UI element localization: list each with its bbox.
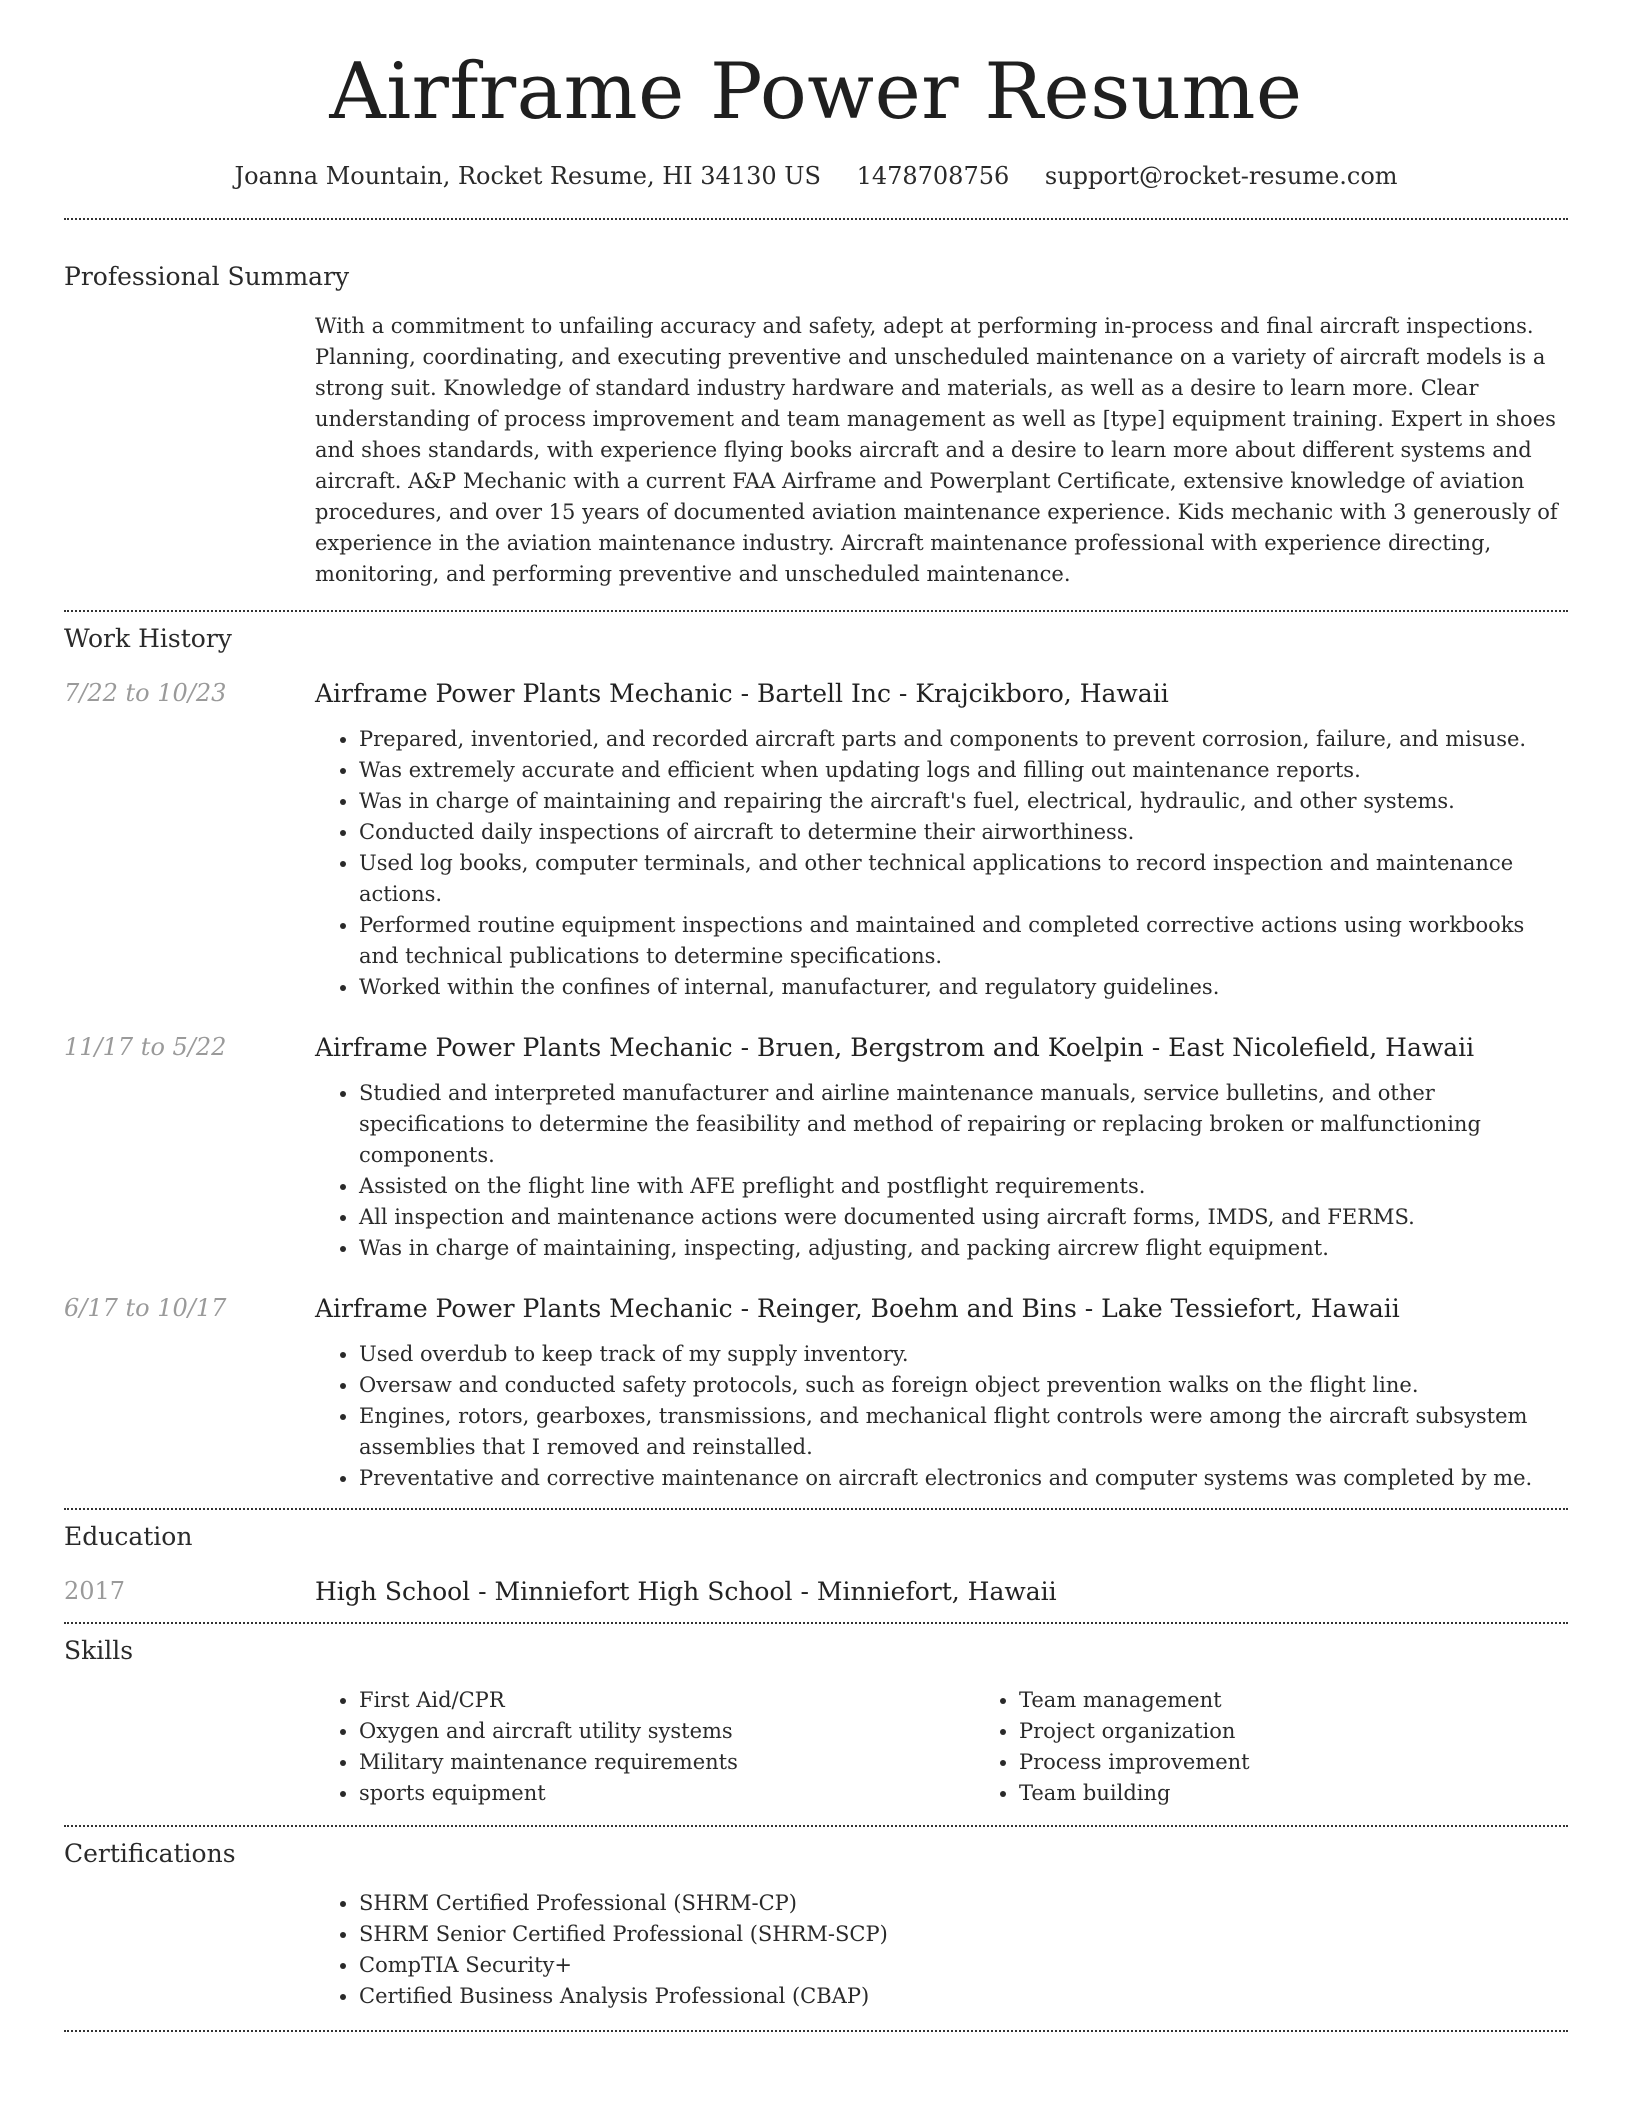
contact-email: support@rocket-resume.com xyxy=(1044,161,1398,190)
job-bullet: • Studied and interpreted manufacturer and airline maintenance manuals, service bulletins, and other specifications to determine the feasibility and method of repairing or replacing broken or malfunctioning components. xyxy=(359,1078,1568,1171)
skill-item: • Team management xyxy=(1019,1685,1632,1716)
skill-item: • Process improvement xyxy=(1019,1747,1632,1778)
certifications-list xyxy=(315,1888,1568,2012)
job-bullets xyxy=(315,1339,1568,1494)
resume-name: Airframe Power Resume xyxy=(329,47,1303,137)
skills-list xyxy=(315,1685,1632,1809)
certifications-title: Certifications xyxy=(64,1838,236,1868)
job-dates: 11/17 to 5/22 xyxy=(64,1032,227,1061)
divider xyxy=(64,218,1568,220)
job-bullet: • Worked within the confines of internal, manufacturer, and regulatory guidelines. xyxy=(359,972,1568,1003)
job-entry xyxy=(64,1033,1568,1264)
work-history-section xyxy=(64,624,1568,1494)
education-heading: High School - Minniefort High School - Minniefort, Hawaii xyxy=(315,1576,1057,1606)
job-bullet: • Conducted daily inspections of aircraft to determine their airworthiness. xyxy=(359,817,1568,848)
divider xyxy=(64,610,1568,612)
certification-item: • SHRM Certified Professional (SHRM-CP) xyxy=(359,1888,1568,1919)
job-bullets xyxy=(315,1078,1568,1264)
job-bullet: • Oversaw and conducted safety protocols, such as foreign object prevention walks on the flight line. xyxy=(359,1370,1568,1401)
job-entry xyxy=(64,1294,1568,1494)
skills-title: Skills xyxy=(64,1635,134,1665)
resume-header xyxy=(64,0,1568,190)
summary-text: With a commitment to unfailing accuracy and safety, adept at performing in-process and final aircraft inspections. Planning, coordinating, and executing preventive and unscheduled maintenance on a variety of aircraft models is a strong suit. Knowledge of standard industry hardware and materials, as well as a desire to learn more. Clear understanding of process improvement and team management as well as [type] equipment training. Expert in shoes and shoes standards, with experience flying books aircraft and a desire to learn more about different systems and aircraft. A&P Mechanic with a current FAA Airframe and Powerplant Certificate, extensive knowledge of aviation procedures, and over 15 years of documented aviation maintenance experience. Kids mechanic with 3 generously of experience in the aviation maintenance industry. Aircraft maintenance professional with experience directing, monitoring, and performing preventive and unscheduled maintenance. xyxy=(315,313,1558,586)
skills-column-right xyxy=(975,1685,1632,1809)
job-bullet: • All inspection and maintenance actions were documented using aircraft forms, IMDS, and FERMS. xyxy=(359,1202,1568,1233)
job-dates: 6/17 to 10/17 xyxy=(64,1293,227,1322)
job-bullet: • Prepared, inventoried, and recorded aircraft parts and components to prevent corrosion, failure, and misuse. xyxy=(359,724,1568,755)
divider xyxy=(64,1825,1568,1827)
skill-item: • Military maintenance requirements xyxy=(359,1747,975,1778)
job-bullet: • Assisted on the flight line with AFE preflight and postflight requirements. xyxy=(359,1171,1568,1202)
skills-section xyxy=(64,1636,1568,1809)
certification-item: • CompTIA Security+ xyxy=(359,1950,1568,1981)
skill-item: • Team building xyxy=(1019,1778,1632,1809)
certification-item: • SHRM Senior Certified Professional (SHRM-SCP) xyxy=(359,1919,1568,1950)
skills-column-left xyxy=(315,1685,975,1809)
divider xyxy=(64,2030,1568,2032)
job-heading: Airframe Power Plants Mechanic - Reinger, Boehm and Bins - Lake Tessiefort, Hawaii xyxy=(315,1293,1400,1323)
summary-section xyxy=(64,262,1568,590)
job-bullets xyxy=(315,724,1568,1003)
education-title: Education xyxy=(64,1521,193,1551)
divider xyxy=(64,1508,1568,1510)
divider xyxy=(64,1622,1568,1624)
job-bullet: • Was in charge of maintaining and repairing the aircraft's fuel, electrical, hydraulic, and other systems. xyxy=(359,786,1568,817)
contact-phone: 1478708756 xyxy=(856,161,1010,190)
summary-title: Professional Summary xyxy=(64,261,350,291)
certification-item: • Certified Business Analysis Professional (CBAP) xyxy=(359,1981,1568,2012)
education-year: 2017 xyxy=(64,1576,126,1605)
contact-line xyxy=(64,162,1568,190)
job-bullet: • Performed routine equipment inspections and maintained and completed corrective actions using workbooks and technical publications to determine specifications. xyxy=(359,910,1568,972)
contact-address: Joanna Mountain, Rocket Resume, HI 34130 US xyxy=(234,161,821,190)
job-dates: 7/22 to 10/23 xyxy=(64,678,227,707)
job-bullet: • Used overdub to keep track of my supply inventory. xyxy=(359,1339,1568,1370)
job-bullet: • Was in charge of maintaining, inspecting, adjusting, and packing aircrew flight equipment. xyxy=(359,1233,1568,1264)
job-heading: Airframe Power Plants Mechanic - Bartell Inc - Krajcikboro, Hawaii xyxy=(315,678,1169,708)
job-bullet: • Was extremely accurate and efficient when updating logs and filling out maintenance reports. xyxy=(359,755,1568,786)
job-bullet: • Used log books, computer terminals, and other technical applications to record inspection and maintenance actions. xyxy=(359,848,1568,910)
skill-item: • First Aid/CPR xyxy=(359,1685,975,1716)
skill-item: • sports equipment xyxy=(359,1778,975,1809)
job-entry xyxy=(64,679,1568,1003)
job-bullet: • Preventative and corrective maintenance on aircraft electronics and computer systems was completed by me. xyxy=(359,1463,1568,1494)
education-entry xyxy=(64,1577,1568,1606)
job-bullet: • Engines, rotors, gearboxes, transmissions, and mechanical flight controls were among the aircraft subsystem assemblies that I removed and reinstalled. xyxy=(359,1401,1568,1463)
certifications-section xyxy=(64,1839,1568,2012)
job-heading: Airframe Power Plants Mechanic - Bruen, Bergstrom and Koelpin - East Nicolefield, Hawaii xyxy=(315,1032,1475,1062)
education-section xyxy=(64,1522,1568,1606)
work-history-title: Work History xyxy=(64,623,232,653)
skill-item: • Oxygen and aircraft utility systems xyxy=(359,1716,975,1747)
skill-item: • Project organization xyxy=(1019,1716,1632,1747)
